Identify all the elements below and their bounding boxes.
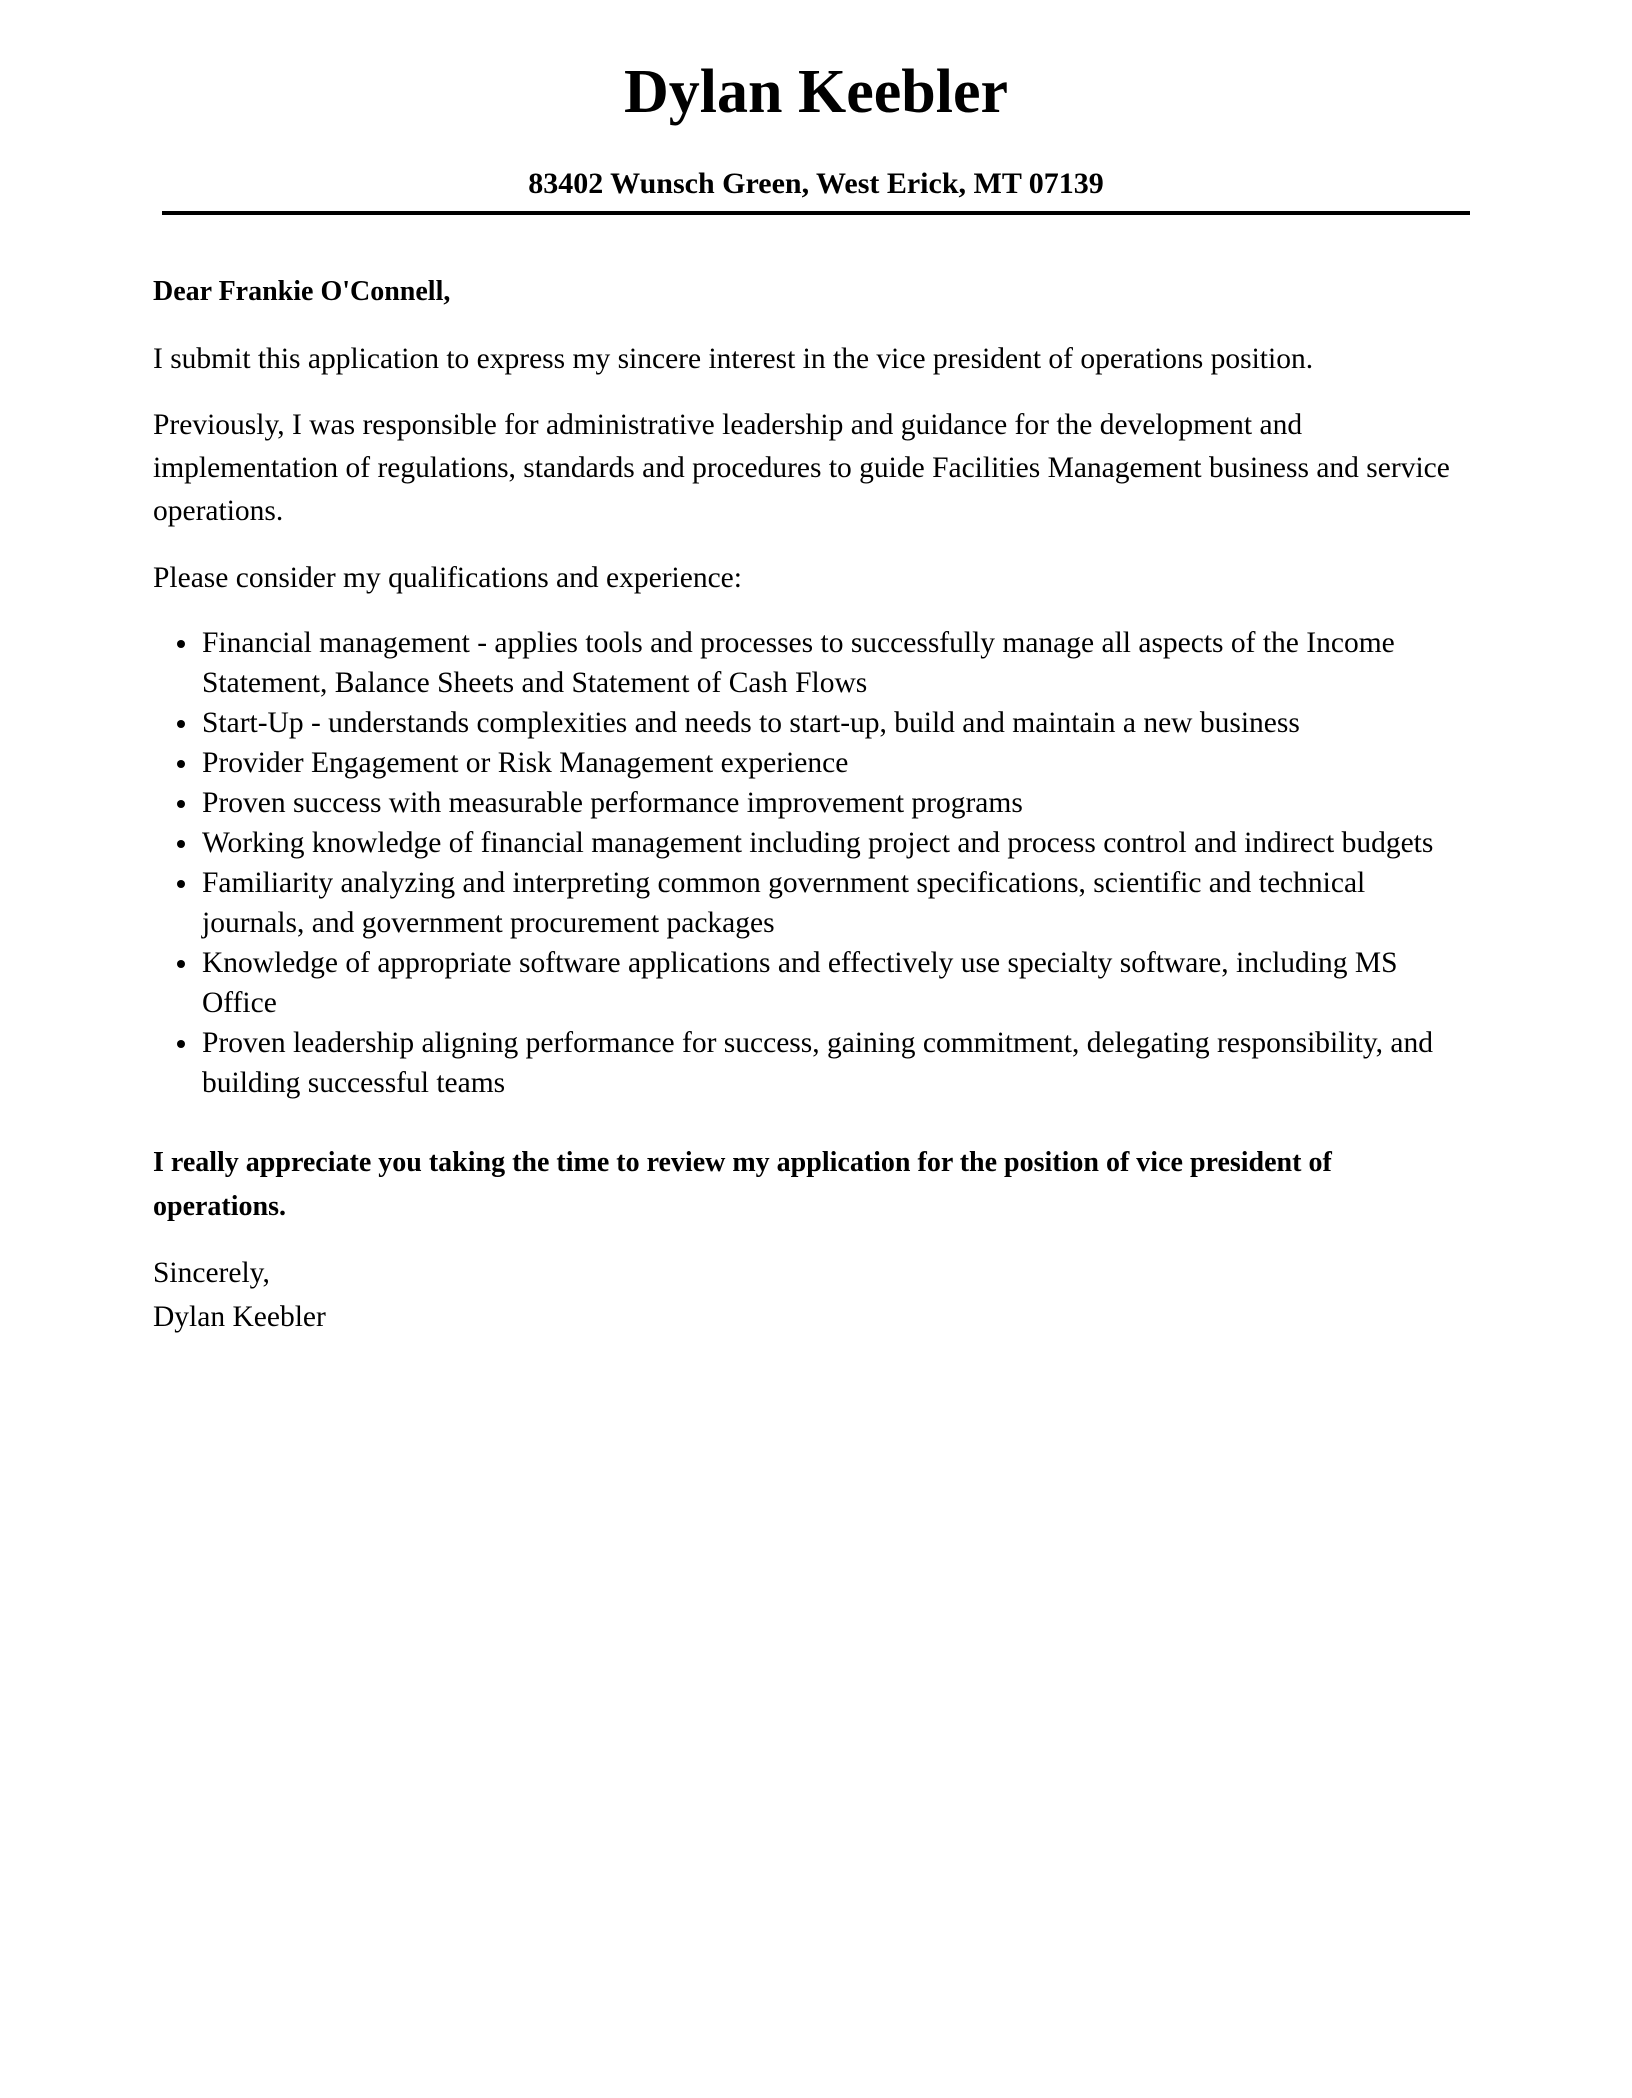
bullet-icon: [177, 840, 185, 848]
list-item: [153, 823, 1473, 863]
experience-paragraph: Previously, I was responsible for administrative leadership and guidance for the development and implementation of regulations, standards and procedures to guide Facilities Management business and service operations.: [153, 409, 1450, 527]
qualifications-list: [153, 623, 1473, 1103]
salutation: Dear Frankie O'Connell,: [153, 276, 451, 307]
list-item-text: Working knowledge of financial management including project and process control and indirect budgets: [202, 827, 1434, 859]
applicant-name: Dylan Keebler: [624, 58, 1008, 126]
list-item-text: Start-Up - understands complexities and needs to start-up, build and maintain a new business: [202, 707, 1300, 739]
list-item-text: Financial management - applies tools and processes to successfully manage all aspects of the Income Statement, Balance Sheets and Statement of Cash Flows: [202, 627, 1395, 699]
bullet-icon: [177, 640, 185, 648]
list-item: [153, 783, 1473, 823]
list-item-text: Proven success with measurable performance improvement programs: [202, 787, 1023, 819]
applicant-address: 83402 Wunsch Green, West Erick, MT 07139: [528, 167, 1104, 200]
header-divider: [162, 211, 1470, 215]
bullet-icon: [177, 960, 185, 968]
signature: Dylan Keebler: [153, 1301, 326, 1333]
list-item: [153, 943, 1473, 1023]
list-item-text: Proven leadership aligning performance for success, gaining commitment, delegating responsibility, and building successful teams: [202, 1027, 1434, 1099]
list-item-text: Familiarity analyzing and interpreting common government specifications, scientific and technical journals, and government procurement packages: [202, 867, 1366, 939]
list-item: [153, 623, 1473, 703]
signoff: Sincerely,: [153, 1257, 270, 1289]
list-item-text: Provider Engagement or Risk Management experience: [202, 747, 849, 779]
intro-paragraph: I submit this application to express my sincere interest in the vice president of operations position.: [153, 343, 1314, 375]
list-item: [153, 1023, 1473, 1103]
qualifications-intro: Please consider my qualifications and experience:: [153, 562, 742, 594]
bullet-icon: [177, 880, 185, 888]
closing-paragraph: I really appreciate you taking the time to review my application for the position of vice president of operations.: [153, 1147, 1332, 1222]
list-item-text: Knowledge of appropriate software applications and effectively use specialty software, including MS Office: [202, 947, 1398, 1019]
list-item: [153, 863, 1473, 943]
list-item: [153, 743, 1473, 783]
list-item: [153, 703, 1473, 743]
bullet-icon: [177, 720, 185, 728]
bullet-icon: [177, 760, 185, 768]
bullet-icon: [177, 1040, 185, 1048]
letter-body: [153, 272, 1473, 1339]
bullet-icon: [177, 800, 185, 808]
